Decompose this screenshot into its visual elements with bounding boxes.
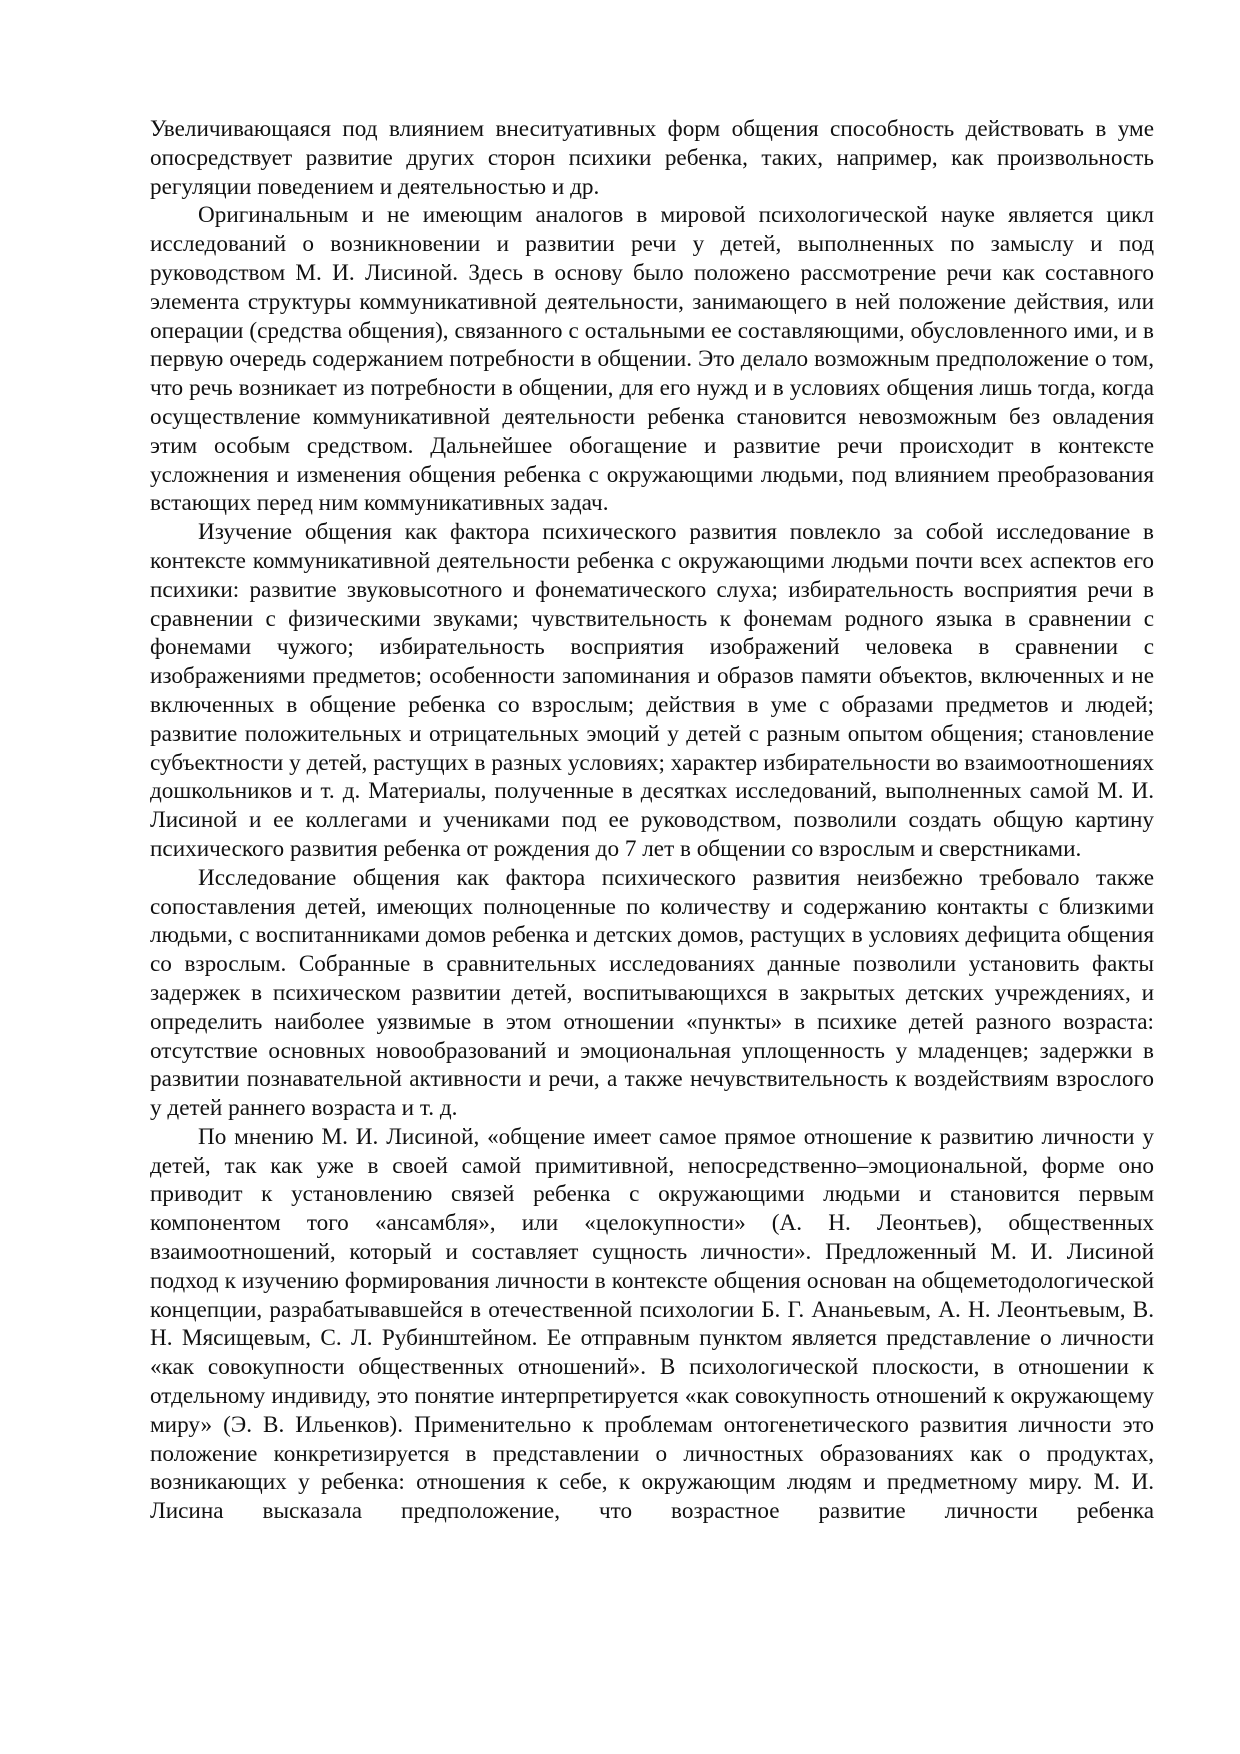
- paragraph-1: Увеличивающаяся под влиянием внеситуативных форм общения способность действовать в уме опосредствует развитие других сторон психики ребенка, таких, например, как произвольность регуляции поведением и деятельностью и др.: [150, 116, 1154, 200]
- document-page: [150, 115, 1154, 1675]
- paragraph-2: Оригинальным и не имеющим аналогов в мировой психологической науке является цикл исследований о возникновении и развитии речи у детей, выполненных по замыслу и под руководством М. И. Лисиной. Здесь в основу было положено рассмотрение речи как составного элемента структуры коммуникативной деятельности, занимающего в ней положение действия, или операции (средства общения), связанного с остальными ее составляющими, обусловленного ими, и в первую очередь содержанием потребности в общении. Это делало возможным предположение о том, что речь возникает из потребности в общении, для его нужд и в условиях общения лишь тогда, когда осуществление коммуникативной деятельности ребенка становится невозможным без овладения этим особым средством. Дальнейшее обогащение и развитие речи происходит в контексте усложнения и изменения общения ребенка с окружающими людьми, под влиянием преобразования встающих перед ним коммуникативных задач.: [150, 202, 1154, 517]
- paragraph-4: Исследование общения как фактора психического развития неизбежно требовало также сопоставления детей, имеющих полноценные по количеству и содержанию контакты с близкими людьми, с воспитанниками домов ребенка и детских домов, растущих в условиях дефицита общения со взрослым. Собранные в сравнительных исследованиях данные позволили установить факты задержек в психическом развитии детей, воспитывающихся в закрытых детских учреждениях, и определить наиболее уязвимые в этом отношении «пункты» в психике детей разного возраста: отсутствие основных новообразований и эмоциональная уплощенность у младенцев; задержки в развитии познавательной активности и речи, а также нечувствительность к воздействиям взрослого у детей раннего возраста и т. д.: [150, 864, 1154, 1122]
- paragraph-3: Изучение общения как фактора психического развития повлекло за собой исследование в контексте коммуникативной деятельности ребенка с окружающими людьми почти всех аспектов его психики: развитие звуковысотного и фонематического слуха; избирательность восприятия речи в сравнении с физическими звуками; чувствительность к фонемам родного языка в сравнении с фонемами чужого; избирательность восприятия изображений человека в сравнении с изображениями предметов; особенности запоминания и образов памяти объектов, включенных и не включенных в общение ребенка со взрослым; действия в уме с образами предметов и людей; развитие положительных и отрицательных эмоций у детей с разным опытом общения; становление субъектности у детей, растущих в разных условиях; характер избирательности во взаимоотношениях дошкольников и т. д. Материалы, полученные в десятках исследований, выполненных самой М. И. Лисиной и ее коллегами и учениками под ее руководством, позволили создать общую картину психического развития ребенка от рождения до 7 лет в общении со взрослым и сверстниками.: [150, 519, 1154, 862]
- paragraph-5: По мнению М. И. Лисиной, «общение имеет самое прямое отношение к развитию личности у детей, так как уже в своей самой примитивной, непосредственно–эмоциональной, форме оно приводит к установлению связей ребенка с окружающими людьми и становится первым компонентом того «ансамбля», или «целокупности» (А. Н. Леонтьев), общественных взаимоотношений, который и составляет сущность личности». Предложенный М. И. Лисиной подход к изучению формирования личности в контексте общения основан на общеметодологической концепции, разрабатывавшейся в отечественной психологии Б. Г. Ананьевым, А. Н. Леонтьевым, В. Н. Мясищевым, С. Л. Рубинштейном. Ее отправным пунктом является представление о личности «как совокупности общественных отношений». В психологической плоскости, в отношении к отдельному индивиду, это понятие интерпретируется «как совокупность отношений к окружающему миру» (Э. В. Ильенков). Применительно к проблемам онтогенетического развития личности это положение конкретизируется в представлении о личностных образованиях как о продуктах, возникающих у ребенка: отношения к себе, к окружающим людям и предметному миру. М. И. Лисина высказала предположение, что возрастное развитие личности ребенка: [150, 1123, 1154, 1525]
